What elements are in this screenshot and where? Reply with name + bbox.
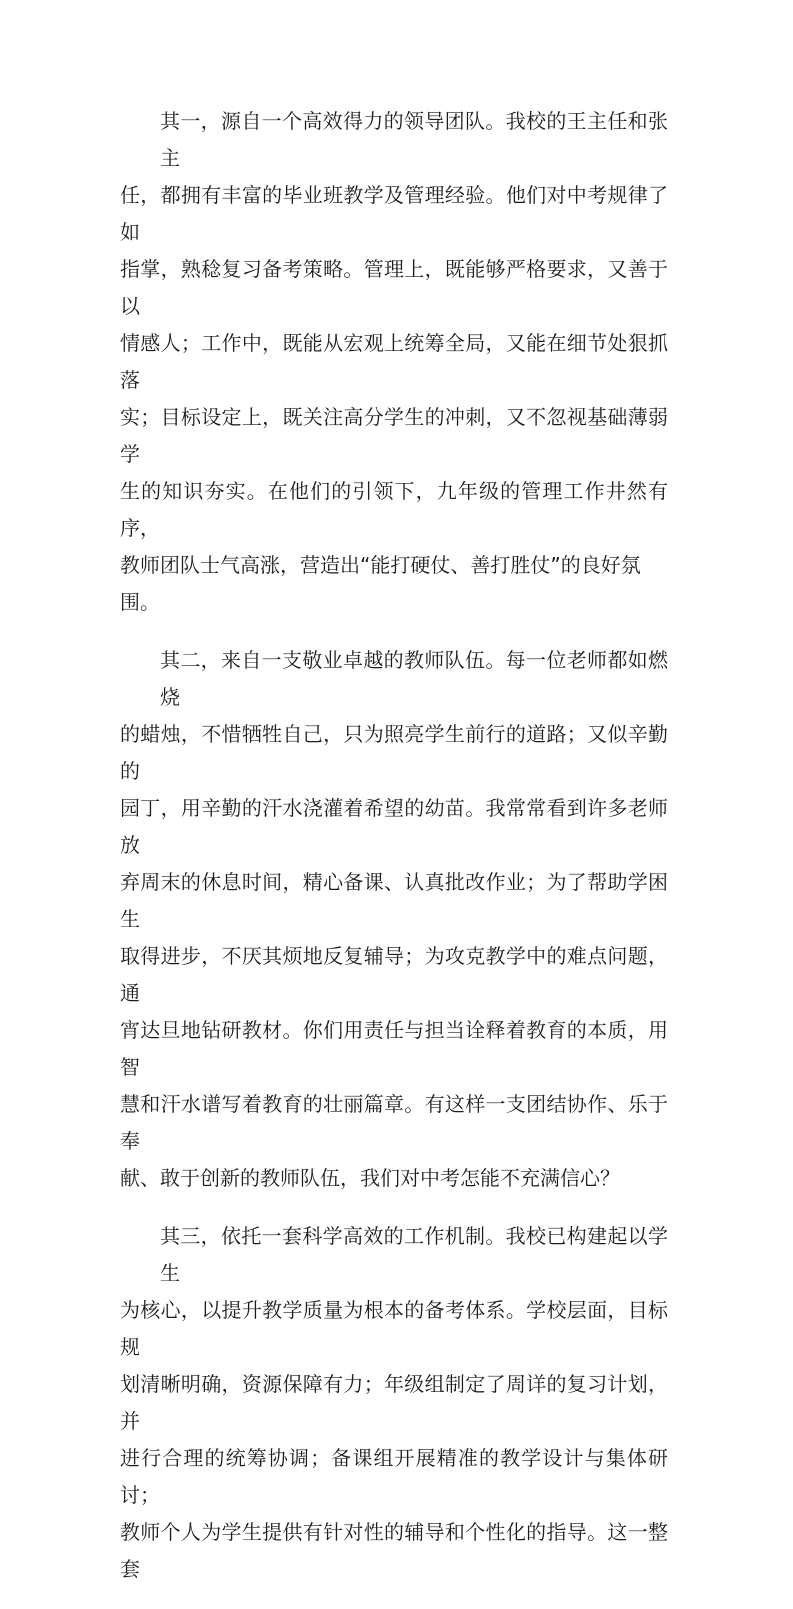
paragraph-line: 教师个人为学生提供有针对性的辅导和个性化的指导。这一整套 <box>120 1520 668 1581</box>
paragraph-line: 实；目标设定上，既关注高分学生的冲刺，又不忽视基础薄弱学 <box>120 405 668 466</box>
paragraph-line: 任，都拥有丰富的毕业班教学及管理经验。他们对中考规律了如 <box>120 183 668 244</box>
paragraph-line: 其二，来自一支敬业卓越的教师队伍。每一位老师都如燃烧 <box>160 648 668 709</box>
paragraph-line: 宵达旦地钻研教材。你们用责任与担当诠释着教育的本质，用智 <box>120 1018 668 1079</box>
paragraph-line: 生的知识夯实。在他们的引领下，九年级的管理工作井然有序， <box>120 479 668 540</box>
paragraph-line: 的蜡烛，不惜牺牲自己，只为照亮学生前行的道路；又似辛勤的 <box>120 722 668 783</box>
paragraph-line: 慧和汗水谱写着教育的壮丽篇章。有这样一支团结协作、乐于奉 <box>120 1092 668 1153</box>
paragraph-2 <box>120 642 668 1197</box>
paragraph-line: 其三，依托一套科学高效的工作机制。我校已构建起以学生 <box>160 1224 668 1285</box>
document-body <box>120 103 668 1609</box>
paragraph-line: 进行合理的统筹协调；备课组开展精准的教学设计与集体研讨； <box>120 1446 668 1507</box>
paragraph-line: 为核心，以提升教学质量为根本的备考体系。学校层面，目标规 <box>120 1298 668 1359</box>
paragraph-line: 划清晰明确，资源保障有力；年级组制定了周详的复习计划，并 <box>120 1372 668 1433</box>
paragraph-line: 弃周末的休息时间，精心备课、认真批改作业；为了帮助学困生 <box>120 870 668 931</box>
paragraph-line: 情感人；工作中，既能从宏观上统筹全局，又能在细节处狠抓落 <box>120 331 668 392</box>
paragraph-line: 其一，源自一个高效得力的领导团队。我校的王主任和张主 <box>160 109 668 170</box>
paragraph-line: 取得进步，不厌其烦地反复辅导；为攻克教学中的难点问题，通 <box>120 944 668 1005</box>
paragraph-line: 献、敢于创新的教师队伍，我们对中考怎能不充满信心？ <box>120 1166 620 1190</box>
paragraph-1 <box>120 103 668 621</box>
paragraph-line: 围。 <box>120 590 160 614</box>
paragraph-line: 园丁，用辛勤的汗水浇灌着希望的幼苗。我常常看到许多老师放 <box>120 796 668 857</box>
paragraph-line: 指掌，熟稔复习备考策略。管理上，既能够严格要求，又善于以 <box>120 257 668 318</box>
paragraph-3 <box>120 1218 668 1588</box>
paragraph-line: 教师团队士气高涨，营造出“能打硬仗、善打胜仗”的良好氛 <box>120 553 641 577</box>
